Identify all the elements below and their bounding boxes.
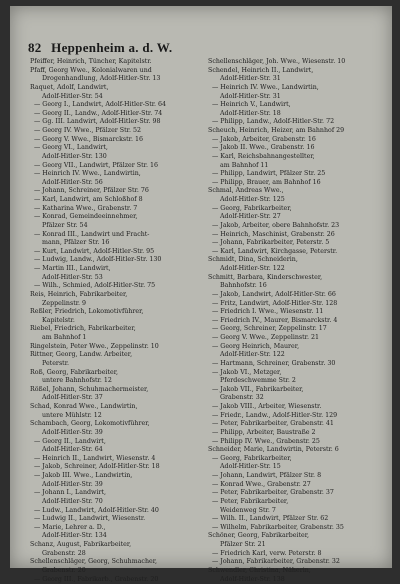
book-page [10,6,392,568]
directory-entry-line: Schellenschläger, Joh. Wwe., Wiesenstr. 10 [208,58,384,67]
directory-entry-line: Pfälzer Str. 54 [30,222,202,231]
directory-entry-line: Drogenhandlung, Adolf-Hitler-Str. 13 [30,75,202,84]
directory-entry-line: — Georg V. Wwe., Bismarckstr. 16 [30,136,202,145]
directory-entry-line: — Jakob, Landwirt, Adolf-Hitler-Str. 66 [208,291,384,300]
directory-entry-line: Adolf-Hitler-Str. 138 [208,576,384,584]
directory-entry-line: — Jakob, Schreiner, Adolf-Hitler-Str. 18 [30,463,202,472]
directory-entry-line: Schmal, Andreas Wwe., [208,187,384,196]
directory-entry-line: — Konrad III., Landwirt und Fracht- [30,231,202,240]
directory-entry-line: Adolf-Hitler-Str. 53 [30,274,202,283]
directory-entry-line: Weidenweg Str. 7 [208,507,384,516]
directory-entry-line: — Johann, Schreiner, Pfälzer Str. 76 [30,187,202,196]
directory-entry-line: Scheuch, Heinrich, Heizer, am Bahnhof 29 [208,127,384,136]
directory-entry-line: — Philipp, Arbeiter, Baustraße 2 [208,429,384,438]
directory-entry-line: — Philipp, Landwirt, Pfälzer Str. 25 [208,170,384,179]
directory-entry-line: Adolf-Hitler-Str. 70 [30,498,202,507]
directory-entry-line: Rößel, Johann, Schuhmachermeister, [30,386,202,395]
directory-entry-line: Zeppelinstr. 9 [30,300,202,309]
directory-entry-line: Pfaff, Georg Wwe., Kolonialwaren und [30,67,202,76]
directory-entry-line: — Georg II., Landwirt, [30,438,202,447]
directory-entry-line: Schellenschläger, Georg, Schuhmacher, [30,558,202,567]
directory-entry-line: Adolf-Hitler-Str. 31 [208,93,384,102]
directory-entry-line: — Friedrich Karl, verw. Peterstr. 8 [208,550,384,559]
page-title: Heppenheim a. d. W. [51,40,172,55]
directory-entry-line: Adolf-Hitler-Str. 39 [30,429,202,438]
directory-entry-line: — Marie, Lehrer a. D., [30,524,202,533]
directory-entry-line: Adolf-Hitler-Str. 134 [30,532,202,541]
directory-entry-line: — Georg, Schreiner, Zeppelinstr. 17 [208,325,384,334]
directory-entry-line: Grabenstr. 32 [208,394,384,403]
directory-entry-line: Adolf-Hitler-Str. 122 [208,265,384,274]
directory-entry-line: — Georg VI., Landwirt, [30,144,202,153]
directory-entry-line: Adolf-Hitler-Str. 130 [30,153,202,162]
directory-entry-line: — Karl, Landwirt, am Schloßhof 8 [30,196,202,205]
directory-entry-line: — Wilhelm, Fabrikarbeiter, Grabenstr. 35 [208,524,384,533]
directory-entry-line: untere Bahnhofstr. 12 [30,377,202,386]
directory-entry-line: — Jakob, Arbeiter, Grabenstr. 16 [208,136,384,145]
directory-entry-line: — Philipp, Landw., Adolf-Hitler-Str. 72 [208,118,384,127]
directory-entry-line: Adolf-Hitler-Str. 56 [30,179,202,188]
directory-entry-line: Roß, Georg, Fabrikarbeiter, [30,369,202,378]
directory-entry-line: Riebel, Friedrich, Fabrikarbeiter, [30,325,202,334]
directory-entry-line: — Gg. III. Landwirt, Adolf-Hitler-Str. 98 [30,118,202,127]
directory-entry-line: — Peter, Fabrikarbeiter, [208,498,384,507]
directory-entry-line: — Philipp, Brauer, am Bahnhof 16 [208,179,384,188]
directory-entry-line: Schambach, Georg, Lokomotivführer, [30,420,202,429]
directory-entry-line: untere Mühlstr. 12 [30,412,202,421]
directory-entry-line: — Konrad, Gemeindeeinnehmer, [30,213,202,222]
directory-entry-line: — Karl, Reichsbahnangestellter, [208,153,384,162]
directory-entry-line: — Hartmann, Schreiner, Grabenstr. 30 [208,360,384,369]
directory-entry-line: — Heinrich II., Landwirt, Wiesenstr. 4 [30,455,202,464]
directory-entry-line: Schöner, Georg, Fabrikarbeiter, [208,532,384,541]
directory-entry-line: — Georg I., Landwirt, Adolf-Hitler-Str. 64 [30,101,202,110]
page-number: 82 [28,40,42,55]
directory-entry-line: Ringelstein, Peter Wwe., Zeppelinstr. 10 [30,343,202,352]
directory-entry-line: — Friedr., Landw., Adolf-Hitler-Str. 129 [208,412,384,421]
directory-entry-line: Rittner, Georg, Landw. Arbeiter, [30,351,202,360]
directory-entry-line: Schanz, August, Fabrikarbeiter, [30,541,202,550]
directory-entry-line: Adolf-Hitler-Str. 37 [30,394,202,403]
directory-entry-line: — Wilh. II., Landwirt, Pfälzer Str. 62 [208,515,384,524]
directory-entry-line: Schneider, Marie, Landwirtin, Peterstr. 6 [208,446,384,455]
directory-entry-line: Schwendler, Christina, Näherin, [208,567,384,576]
directory-entry-line: — Ludwig II., Landwirt, Wiesenstr. [30,515,202,524]
directory-entry-line: Reßler, Friedrich, Lokomotivführer, [30,308,202,317]
directory-entry-line: — Friedrich IV., Maurer, Bismarckstr. 4 [208,317,384,326]
directory-entry-line: — Georg, Fabrikarbeiter, [208,205,384,214]
directory-entry-line: — Georg V. Wwe., Zeppelinstr. 21 [208,334,384,343]
directory-entry-line: — Friedrich I. Wwe., Wiesenstr. 11 [208,308,384,317]
directory-entry-line: — Heinrich, Maschinist, Grabenstr. 26 [208,231,384,240]
directory-entry-line: — Johann, Fabrikarbeiter, Grabenstr. 32 [208,558,384,567]
directory-entry-line: Adolf-Hitler-Str. 27 [208,213,384,222]
directory-entry-line: — Jakob VII., Fabrikarbeiter, [208,386,384,395]
directory-entry-line: Raquet, Adolf, Landwirt, [30,84,202,93]
directory-entry-line: — Jakob VI., Metzger, [208,369,384,378]
directory-entry-line: — Heinrich V., Landwirt, [208,101,384,110]
directory-entry-line: Adolf-Hitler-Str. 122 [208,351,384,360]
directory-entry-line: am Bahnhof 11 [208,162,384,171]
directory-entry-line: — Jakob, Arbeiter, obere Bahnhofstr. 23 [208,222,384,231]
directory-entry-line: Schendel, Heinrich II., Landwirt, [208,67,384,76]
directory-entry-line: Adolf-Hitler-Str. 39 [30,481,202,490]
directory-entry-line: Schad, Konrad Wwe., Landwirtin, [30,403,202,412]
directory-entry-line: — Peter, Fabrikarbeiter, Grabenstr. 37 [208,489,384,498]
right-column [208,58,384,584]
directory-entry-line: Adolf-Hitler-Str. 54 [30,93,202,102]
directory-entry-line: — Konrad Wwe., Grabenstr. 27 [208,481,384,490]
directory-entry-line: — Ludw., Landwirt, Adolf-Hitler-Str. 40 [30,507,202,516]
directory-entry-line: Reis, Heinrich, Fabrikarbeiter, [30,291,202,300]
directory-entry-line: Bahnhofstr. 16 [208,282,384,291]
directory-entry-line: — Georg IV. Wwe., Pfälzer Str. 52 [30,127,202,136]
directory-entry-line: Pferdeschwemme Str. 2 [208,377,384,386]
directory-entry-line: Peterstr. [30,360,202,369]
directory-entry-line: — Georg VII., Landwirt, Pfälzer Str. 16 [30,162,202,171]
directory-entry-line: Pfeiffer, Heinrich, Tüncher, Kapitelstr. [30,58,202,67]
directory-entry-line: am Bahnhof 1 [30,334,202,343]
directory-entry-line: — Philipp IV. Wwe., Grabenstr. 25 [208,438,384,447]
directory-entry-line: — Karl, Landwirt, Kirchgasse, Peterstr. [208,248,384,257]
directory-entry-line: — Jakob II. Wwe., Grabenstr. 16 [208,144,384,153]
directory-entry-line: — Kurt, Landwirt, Adolf-Hitler-Str. 95 [30,248,202,257]
directory-entry-line: Grabenstr. 28 [30,550,202,559]
directory-entry-line: — Georg III., Fabrikarb., Grabenstr. 20 [30,576,202,584]
directory-entry-line: Kapitelstr. [30,317,202,326]
directory-entry-line: — Heinrich IV. Wwe., Landwirtin, [208,84,384,93]
page-header [28,40,172,56]
directory-entry-line: Grabenstr. 20 [30,567,202,576]
directory-entry-line: — Georg II., Landw., Adolf-Hitler-Str. 74 [30,110,202,119]
directory-entry-line: Adolf-Hitler-Str. 15 [208,463,384,472]
directory-entry-line: — Heinrich IV. Wwe., Landwirtin, [30,170,202,179]
directory-entry-line: Schmitt, Barbara, Kinderschwester, [208,274,384,283]
directory-entry-line: Schmidt, Dina, Schneiderin, [208,256,384,265]
directory-entry-line: — Jakob VIII., Arbeiter, Wiesenstr. [208,403,384,412]
directory-entry-line: Adolf-Hitler-Str. 125 [208,196,384,205]
directory-entry-line: — Peter, Fabrikarbeiter, Grabenstr. 41 [208,420,384,429]
directory-entry-line: — Johann, Fabrikarbeiter, Peterstr. 5 [208,239,384,248]
directory-entry-line: Adolf-Hitler-Str. 31 [208,75,384,84]
directory-entry-line: — Fritz, Landwirt, Adolf-Hitler-Str. 128 [208,300,384,309]
directory-entry-line: Adolf-Hitler-Str. 18 [208,110,384,119]
directory-entry-line: — Ludwig, Landw., Adolf-Hitler-Str. 130 [30,256,202,265]
directory-entry-line: Pfälzer Str. 21 [208,541,384,550]
directory-entry-line: — Johann I., Landwirt, [30,489,202,498]
directory-entry-line: Adolf-Hitler-Str. 64 [30,446,202,455]
directory-entry-line: — Georg Heinrich, Maurer, [208,343,384,352]
directory-entry-line: — Martin III., Landwirt, [30,265,202,274]
directory-entry-line: mann, Pfälzer Str. 16 [30,239,202,248]
directory-entry-line: — Jakob III. Wwe., Landwirtin, [30,472,202,481]
directory-entry-line: — Georg, Fabrikarbeiter, [208,455,384,464]
directory-entry-line: — Wilh., Schmied, Adolf-Hitler-Str. 75 [30,282,202,291]
directory-entry-line: — Johann, Landwirt, Pfälzer Str. 8 [208,472,384,481]
left-column [30,58,202,584]
directory-entry-line: — Katharina Wwe., Grabenstr. 7 [30,205,202,214]
